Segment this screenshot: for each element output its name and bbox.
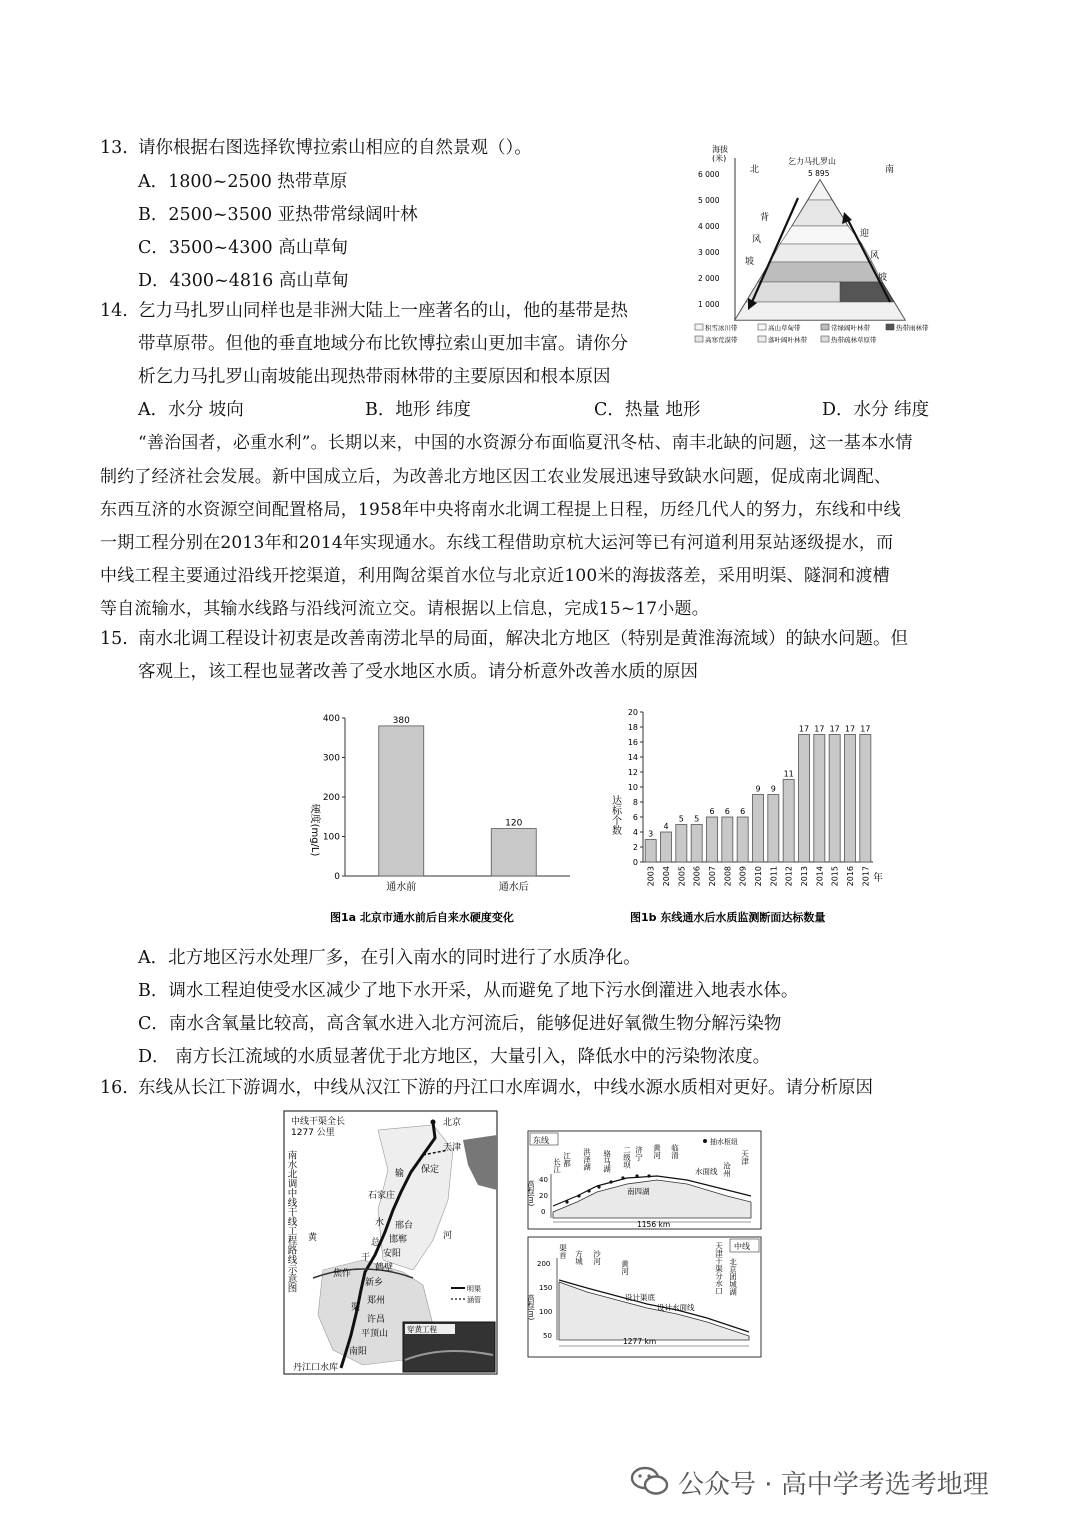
middle-y-axis-label: 高程(m)	[527, 1294, 535, 1321]
q16-number: 16.	[100, 1078, 128, 1098]
passage-line-3: 东西互济的水资源空间配置格局，1958年中央将南水北调工程提上日程，历经几代人的努力，东线和中线	[100, 500, 901, 520]
passage-line-4: 一期工程分别在2013年和2014年实现通水。东线工程借助京杭大运河等已有河道利用泵站逐级提水，而	[100, 533, 894, 553]
category-label: 2017	[861, 866, 871, 887]
chart-1a-title: 图1a 北京市通水前后自来水硬度变化	[330, 911, 514, 924]
bar	[676, 825, 687, 863]
y-tick-label: 0	[632, 858, 638, 867]
mountain-vertical-zone-figure	[690, 140, 950, 350]
deciduous-zone	[770, 244, 872, 262]
middle-place: 天津干渠分水口	[714, 1242, 724, 1295]
chart-1b-xlabel: 年	[873, 873, 883, 884]
category-label: 2016	[846, 866, 855, 887]
y-tick-label: 6	[632, 813, 638, 822]
q13-stem: 请你根据右图选择钦博拉索山相应的自然景观（）。	[138, 138, 532, 158]
base-zone	[735, 302, 905, 320]
q13-option-d: D．4300~4816 高山草甸	[138, 271, 349, 291]
bar	[844, 735, 855, 863]
pump-dot	[621, 1176, 624, 1179]
legend-swatch	[821, 324, 829, 330]
middle-place: 渠首	[558, 1244, 568, 1259]
middle-distance: 1277 km	[623, 1337, 657, 1346]
mountain-y-tick: 4 000	[698, 222, 720, 231]
bar	[814, 735, 825, 863]
east-place: 长江	[552, 1158, 562, 1173]
bar-value-label: 3	[648, 829, 654, 839]
slope-label: 背	[760, 213, 770, 223]
river-char: 河	[443, 1231, 453, 1241]
slope-label: 坡	[878, 273, 888, 283]
pump-dot	[565, 1200, 568, 1203]
y-tick-label: 100	[322, 832, 340, 843]
bar	[491, 829, 536, 876]
east-place: 洪泽湖	[582, 1148, 592, 1171]
city-label: 石家庄	[368, 1191, 396, 1201]
category-label: 2006	[692, 866, 702, 887]
bar-value-label: 17	[829, 724, 840, 734]
q15-number: 15.	[100, 629, 128, 649]
bar-value-label: 5	[678, 814, 684, 824]
chart-1b-ylabel: 达标个数	[609, 795, 621, 835]
passage-line-5: 中线工程主要通过沿线开挖渠道，利用陶岔渠首水位与北京近100米的海拔落差，采用明渠、隧洞和渡槽	[100, 566, 890, 586]
q14-option-c: C．热量 地形	[594, 400, 701, 420]
bar	[798, 735, 809, 863]
category-label: 2011	[769, 866, 779, 887]
q13-option-c: C．3500~4300 高山草甸	[138, 238, 349, 258]
city-label: 鹤壁	[375, 1263, 394, 1273]
pump-dot	[647, 1174, 650, 1177]
bar	[722, 817, 733, 862]
map-length-note: 中线干渠全长 1277 公里	[291, 1117, 346, 1138]
mountain-y-tick: 2 000	[698, 274, 720, 283]
bar-value-label: 9	[755, 784, 761, 794]
y-tick-label: 14	[627, 753, 638, 762]
chart-1a	[300, 700, 580, 930]
east-route-profile	[527, 1130, 762, 1230]
bar	[783, 780, 794, 863]
y-tick-label: 400	[322, 714, 340, 724]
bar-value-label: 11	[783, 769, 794, 779]
city-label: 邯郸	[389, 1235, 408, 1245]
channel-char: 水	[375, 1218, 385, 1228]
legend-item: 落叶阔叶林带	[768, 336, 807, 344]
east-place: 骆马湖	[602, 1150, 612, 1173]
category-label: 2003	[646, 866, 656, 887]
middle-place: 方城	[574, 1250, 584, 1265]
legend-swatch	[758, 336, 766, 342]
chart-1a-plot	[323, 714, 570, 893]
q14-option-a: A．水分 坡向	[138, 400, 244, 420]
category-label: 2007	[708, 866, 717, 887]
legend-swatch	[886, 324, 894, 330]
y-tick-label: 200	[322, 793, 340, 803]
city-label: 安阳	[383, 1249, 402, 1259]
east-place: 江都	[562, 1152, 572, 1167]
bar	[691, 825, 702, 863]
y-tick-label: 16	[627, 738, 638, 747]
y-tick-label: 12	[627, 768, 638, 777]
category-label: 2009	[738, 866, 748, 887]
pump-dot	[587, 1189, 590, 1192]
slope-label: 风	[870, 251, 880, 261]
east-y-axis-label: 高程(m)	[527, 1180, 535, 1207]
mountain-y-tick: 6 000	[698, 170, 720, 179]
category-label: 2005	[677, 866, 687, 887]
category-label: 2010	[754, 866, 763, 887]
mountain-y-tick: 5 000	[698, 196, 720, 205]
category-label: 2004	[662, 866, 671, 887]
legend-swatch	[695, 336, 703, 342]
city-label: 新乡	[365, 1278, 384, 1288]
legend-item: 高山草甸带	[768, 324, 801, 332]
city-label: 保定	[421, 1165, 440, 1175]
bar	[737, 817, 748, 862]
category-label: 通水后	[498, 882, 529, 893]
watermark-text: 公众号 · 高中学考选考地理	[678, 1470, 989, 1500]
east-profile-legend: 抽水枢纽	[710, 1138, 738, 1146]
bar-value-label: 4	[663, 822, 669, 831]
q14-line-1: 乞力马扎罗山同样也是非洲大陆上一座著名的山，他的基带是热	[138, 301, 628, 321]
category-label: 2008	[723, 866, 733, 887]
bar-value-label: 6	[724, 807, 730, 816]
category-label: 2012	[784, 866, 794, 887]
slope-label: 坡	[745, 257, 755, 267]
y-tick-label: 0	[334, 872, 340, 882]
bar	[660, 832, 671, 862]
legend-swatch	[758, 324, 766, 330]
mountain-south-label: 南	[885, 165, 895, 175]
category-label: 2013	[800, 866, 809, 887]
windward-arrow-head	[842, 212, 852, 224]
q15-option-a: A．北方地区污水处理厂多，在引入南水的同时进行了水质净化。	[138, 948, 641, 968]
bar-value-label: 9	[770, 784, 776, 794]
middle-place: 沙河	[592, 1250, 602, 1265]
y-tick-label: 10	[627, 783, 638, 792]
chart-1b	[605, 700, 895, 930]
city-label: 郑州	[367, 1296, 386, 1306]
east-line-label: 水面线	[695, 1167, 718, 1176]
legend-item: 高寒荒漠带	[705, 336, 738, 344]
channel-char: 总	[371, 1238, 381, 1248]
slope-label: 风	[752, 235, 762, 245]
city-label: 北京	[443, 1118, 462, 1128]
legend-item: 热带雨林带	[896, 324, 929, 332]
mountain-peak-name: 乞力马扎罗山	[788, 157, 836, 166]
pump-legend-dot	[703, 1139, 707, 1143]
q16-stem: 东线从长江下游调水，中线从汉江下游的丹江口水库调水，中线水源水质相对更好。请分析原因	[138, 1078, 873, 1098]
snow-zone	[808, 180, 832, 200]
middle-line-label: 设计渠底	[625, 1293, 655, 1302]
q13-number: 13.	[100, 138, 128, 158]
mountain-peak-height: 5 895	[808, 169, 830, 178]
evergreen-zone	[758, 262, 882, 282]
bar-value-label: 6	[740, 807, 746, 816]
y-tick-label: 8	[632, 798, 638, 807]
q15-option-c: C．南水含氧量比较高，高含氧水进入北方河流后，能够促进好氧微生物分解污染物	[138, 1014, 782, 1034]
east-distance: 1156 km	[637, 1220, 671, 1229]
channel-char: 输	[395, 1169, 405, 1179]
bar	[645, 840, 656, 863]
east-place: 黄河	[652, 1144, 662, 1159]
y-tick-label: 18	[627, 723, 638, 732]
bar	[860, 735, 871, 863]
channel-char: 干	[361, 1253, 371, 1263]
east-place: 沧州	[722, 1162, 732, 1177]
east-place: 济宁	[634, 1146, 644, 1161]
city-dot	[431, 1120, 436, 1125]
q15-option-b: B．调水工程迫使受水区减少了地下水开采，从而避免了地下污水倒灌进入地表水体。	[138, 981, 799, 1001]
bar-value-label: 6	[709, 807, 715, 816]
legend-item: 热带疏林草原带	[831, 336, 877, 344]
city-label: 许昌	[367, 1315, 386, 1325]
pump-dot	[577, 1194, 580, 1197]
bar-value-label: 17	[814, 724, 825, 734]
mountain-north-label: 北	[750, 165, 760, 175]
map-legend-item: 涵管	[467, 1296, 481, 1304]
category-label: 通水前	[386, 882, 417, 893]
q14-line-3: 析乞力马扎罗山南坡能出现热带雨林带的主要原因和根本原因	[138, 367, 611, 387]
bar-value-label: 17	[798, 724, 810, 734]
bar	[706, 817, 717, 862]
mountain-y-tick: 1 000	[698, 300, 720, 309]
bar-value-label: 380	[392, 715, 410, 726]
map-vertical-title: 南水北调中线干线工程路线示意图	[285, 1150, 297, 1293]
pump-dot	[597, 1185, 600, 1188]
middle-y-tick: 200	[537, 1260, 551, 1268]
east-y-tick: 20	[539, 1192, 548, 1200]
bar-value-label: 5	[694, 814, 700, 824]
east-profile-label: 东线	[533, 1136, 549, 1145]
category-label: 2015	[830, 866, 840, 887]
q15-option-d: D． 南方长江流域的水质显著优于北方地区，大量引入，降低水中的污染物浓度。	[138, 1047, 771, 1067]
passage-line-6: 等自流输水，其输水线路与沿线河流立交。请根据以上信息，完成15~17小题。	[100, 599, 709, 619]
meadow-zone	[780, 226, 862, 244]
legend-swatch	[695, 324, 703, 330]
middle-y-tick: 100	[539, 1308, 553, 1316]
y-tick-label: 300	[322, 753, 340, 764]
east-place: 二级坝	[622, 1146, 632, 1169]
map-legend-item: 明渠	[467, 1285, 481, 1293]
bar	[752, 795, 763, 863]
middle-profile-label: 中线	[734, 1242, 750, 1251]
y-tick-label: 4	[632, 828, 638, 837]
pump-dot	[609, 1180, 612, 1183]
east-y-tick: 40	[539, 1176, 548, 1184]
middle-route-map	[283, 1110, 498, 1375]
east-place: 南四湖	[627, 1187, 650, 1196]
east-place: 临清	[670, 1144, 680, 1159]
bar	[379, 726, 424, 876]
legend-item: 积雪冰川带	[705, 324, 738, 332]
city-label: 天津	[443, 1143, 462, 1153]
category-label: 2014	[815, 866, 825, 887]
bar-value-label: 17	[844, 724, 856, 734]
q15-line-2: 客观上，该工程也显著改善了受水地区水质。请分析意外改善水质的原因	[138, 662, 698, 682]
east-place: 天津	[740, 1150, 750, 1165]
middle-place: 北京团城湖	[728, 1258, 738, 1296]
middle-y-tick: 150	[539, 1284, 553, 1292]
middle-route-profile	[527, 1236, 762, 1358]
q14-option-b: B．地形 纬度	[365, 400, 471, 420]
q13-option-a: A．1800~2500 热带草原	[138, 172, 348, 192]
legend-swatch	[821, 336, 829, 342]
east-y-tick: 0	[541, 1208, 546, 1216]
y-tick-label: 20	[627, 708, 638, 717]
mountain-y-axis-title: 海拔(米)	[712, 145, 728, 163]
mountain-y-tick: 3 000	[698, 248, 720, 257]
city-label: 邢台	[395, 1221, 414, 1231]
bar	[768, 795, 779, 863]
city-label: 焦作	[333, 1269, 352, 1279]
q15-line-1: 南水北调工程设计初衷是改善南涝北旱的局面，解决北方地区（特别是黄淮海流域）的缺水问题。但	[138, 629, 908, 649]
wechat-icon	[630, 1465, 670, 1497]
slope-label: 迎	[860, 229, 870, 239]
bar-value-label: 120	[505, 818, 523, 829]
channel-char: 渠	[351, 1303, 361, 1313]
q14-line-2: 带草原带。但他的垂直地域分布比钦博拉索山更加丰富。请你分	[138, 334, 628, 354]
inset-label: 穿黄工程	[407, 1325, 437, 1334]
city-label: 丹江口水库	[293, 1363, 339, 1373]
city-label: 南阳	[349, 1347, 368, 1357]
alpine-desert-zone	[792, 200, 848, 226]
bar	[829, 735, 840, 863]
chart-1b-plot	[628, 708, 873, 886]
passage-line-2: 制约了经济社会发展。新中国成立后，为改善北方地区因工农业发展迅速导致缺水问题，促成南北调配、	[100, 467, 892, 487]
q13-option-b: B．2500~3500 亚热带常绿阔叶林	[138, 205, 418, 225]
bar-value-label: 17	[860, 724, 871, 734]
chart-1b-title: 图1b 东线通水后水质监测断面达标数量	[630, 911, 826, 924]
legend-item: 常绿阔叶林带	[831, 324, 870, 332]
river-char: 黄	[308, 1233, 318, 1243]
middle-place: 黄河	[620, 1260, 630, 1275]
y-tick-label: 2	[632, 843, 638, 852]
passage-line-1: “善治国者，必重水利”。长期以来，中国的水资源分布面临夏汛冬枯、南丰北缺的问题，这一基本水情	[138, 433, 913, 453]
middle-line-label: 设计水面线	[657, 1303, 695, 1312]
chart-1a-ylabel: 硬度(mg/L)	[309, 803, 320, 857]
q14-option-d: D．水分 纬度	[822, 400, 930, 420]
middle-y-tick: 50	[543, 1332, 552, 1340]
city-label: 平顶山	[361, 1329, 389, 1339]
q14-number: 14.	[100, 301, 128, 321]
pump-dot	[635, 1174, 638, 1177]
